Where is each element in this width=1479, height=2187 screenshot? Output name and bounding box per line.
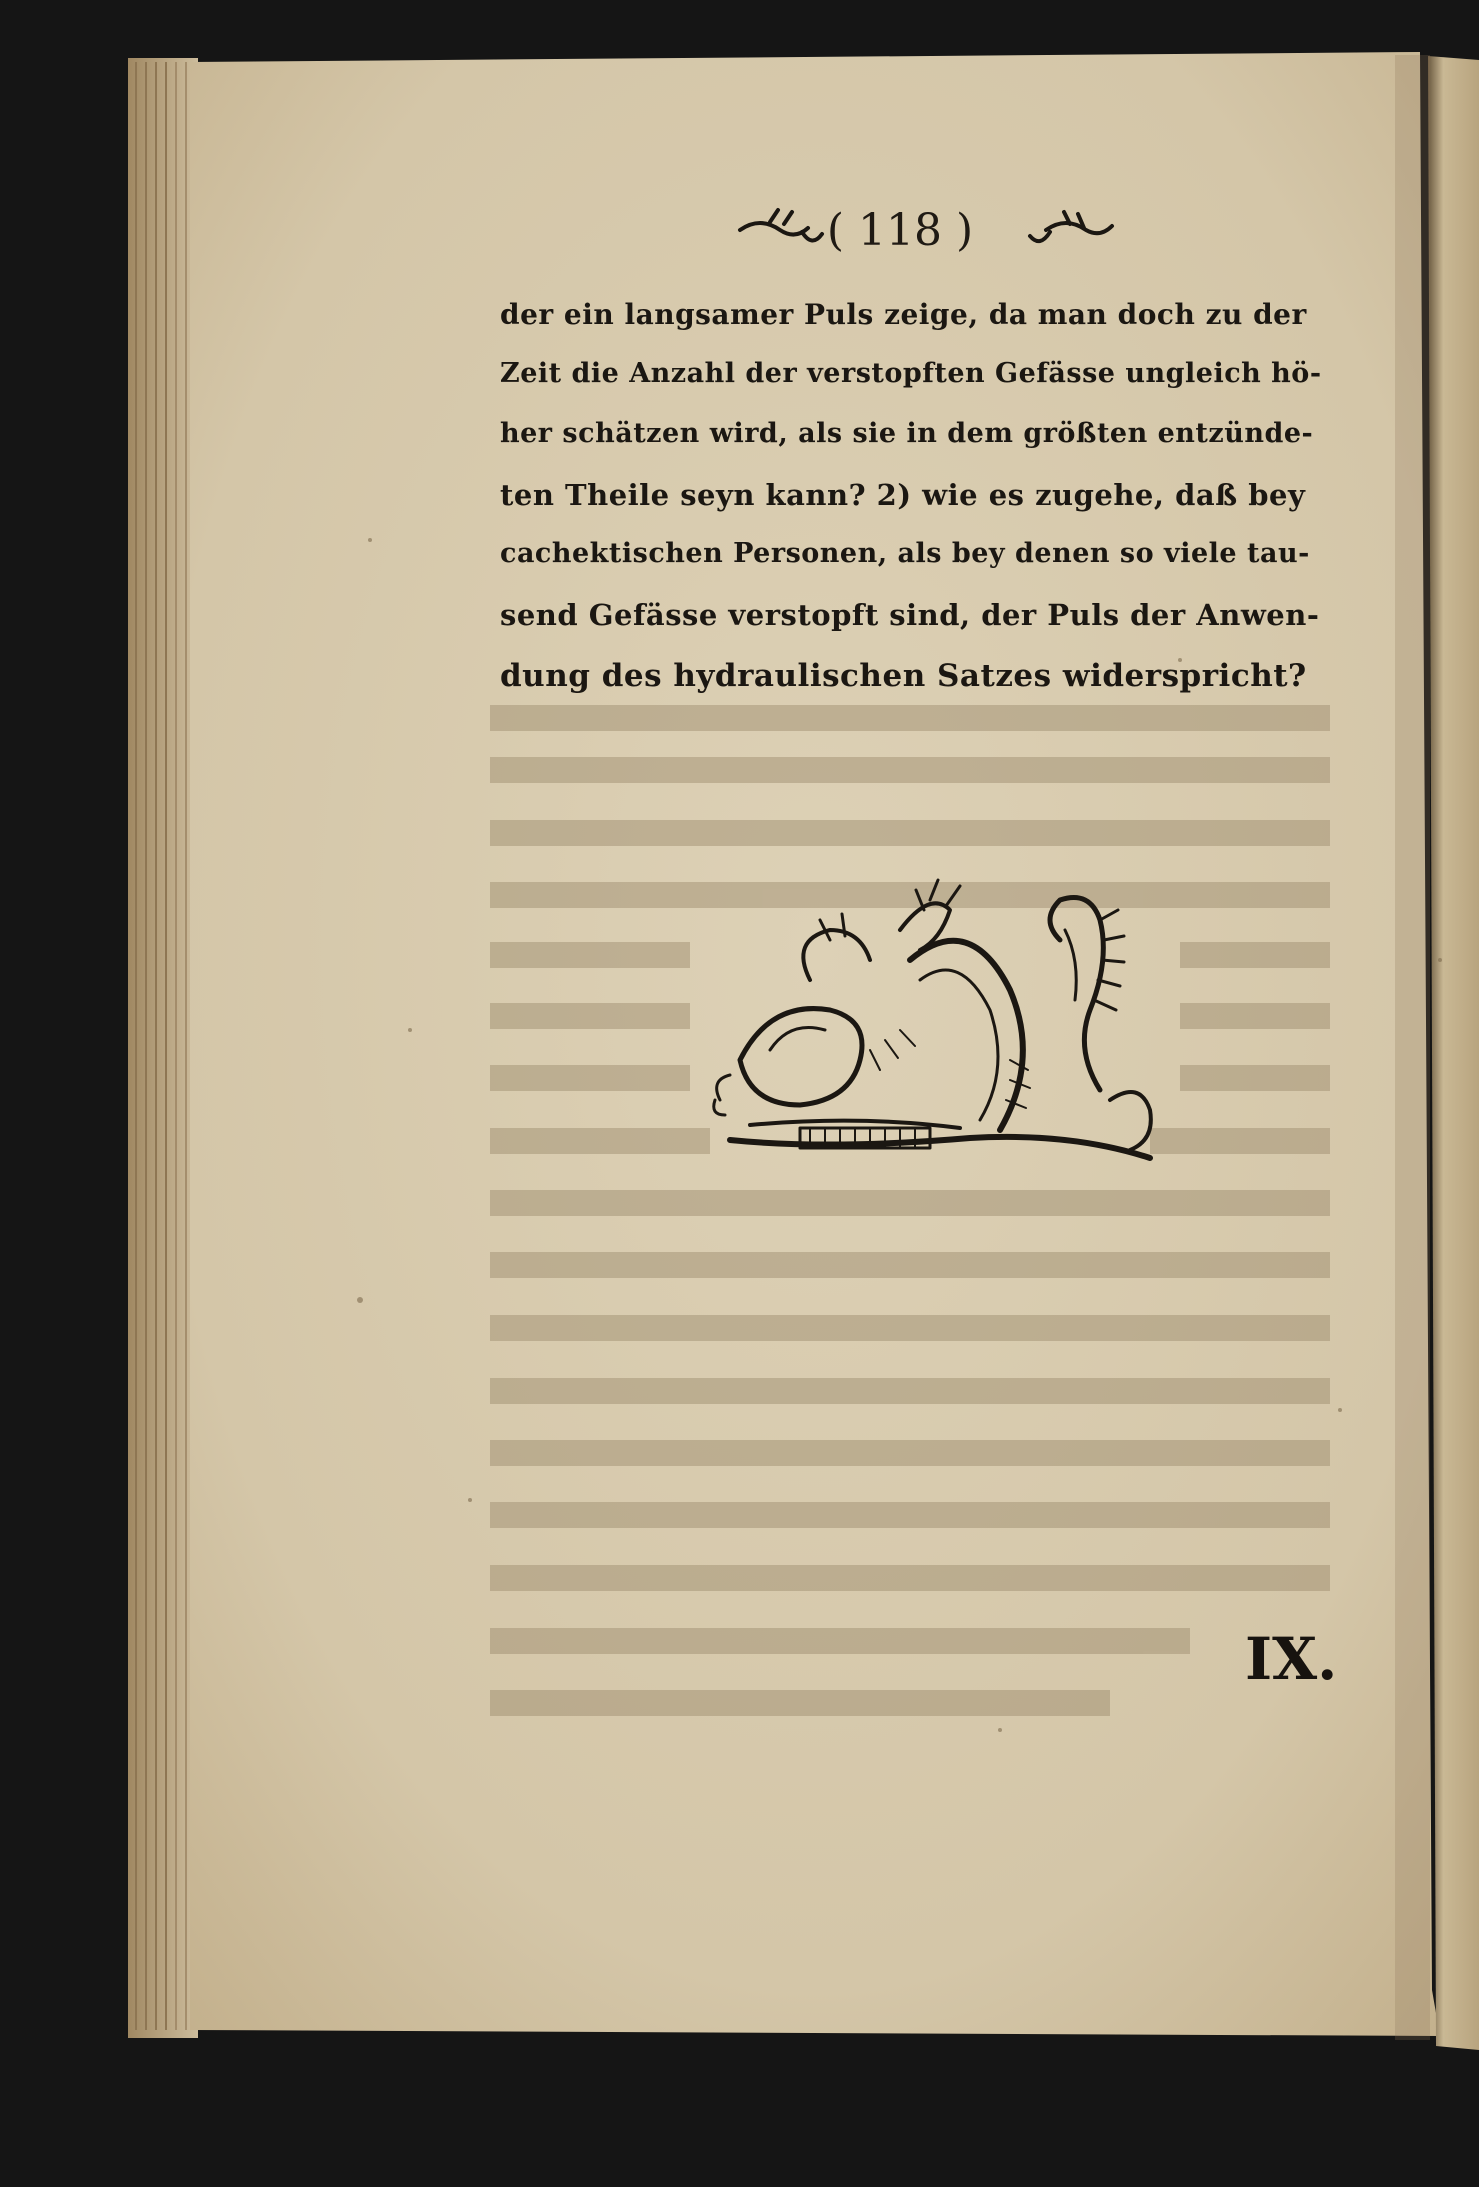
- facing-page-edge: [1428, 56, 1479, 2050]
- line-text: cachektischen Personen, als bey denen so viele tau-: [500, 538, 1310, 569]
- page-header: [700, 200, 1100, 260]
- line-text: her schätzen wird, als sie in dem größten entzünde-: [500, 418, 1314, 449]
- text-line-7: [500, 658, 1330, 694]
- line-text: Zeit die Anzahl der verstopften Gefässe ungleich hö-: [500, 358, 1322, 389]
- page-number: ( 118 ): [826, 204, 974, 256]
- text-line-3: [500, 418, 1330, 449]
- line-text: ten Theile seyn kann? 2) wie es zugehe, daß bey: [500, 478, 1306, 512]
- catchword: IX.: [1245, 1625, 1338, 1693]
- page-edges: [128, 58, 198, 2038]
- line-text: send Gefässe verstopft sind, der Puls der Anwen-: [500, 598, 1320, 632]
- text-line-6: [500, 598, 1330, 632]
- line-text: dung des hydraulischen Satzes widerspricht?: [500, 658, 1307, 694]
- text-line-4: [500, 478, 1330, 512]
- paper-page: [190, 52, 1440, 2036]
- text-line-5: [500, 538, 1330, 569]
- text-line-1: [500, 298, 1330, 331]
- line-text: der ein langsamer Puls zeige, da man doch zu der: [500, 298, 1307, 331]
- text-line-2: [500, 358, 1330, 389]
